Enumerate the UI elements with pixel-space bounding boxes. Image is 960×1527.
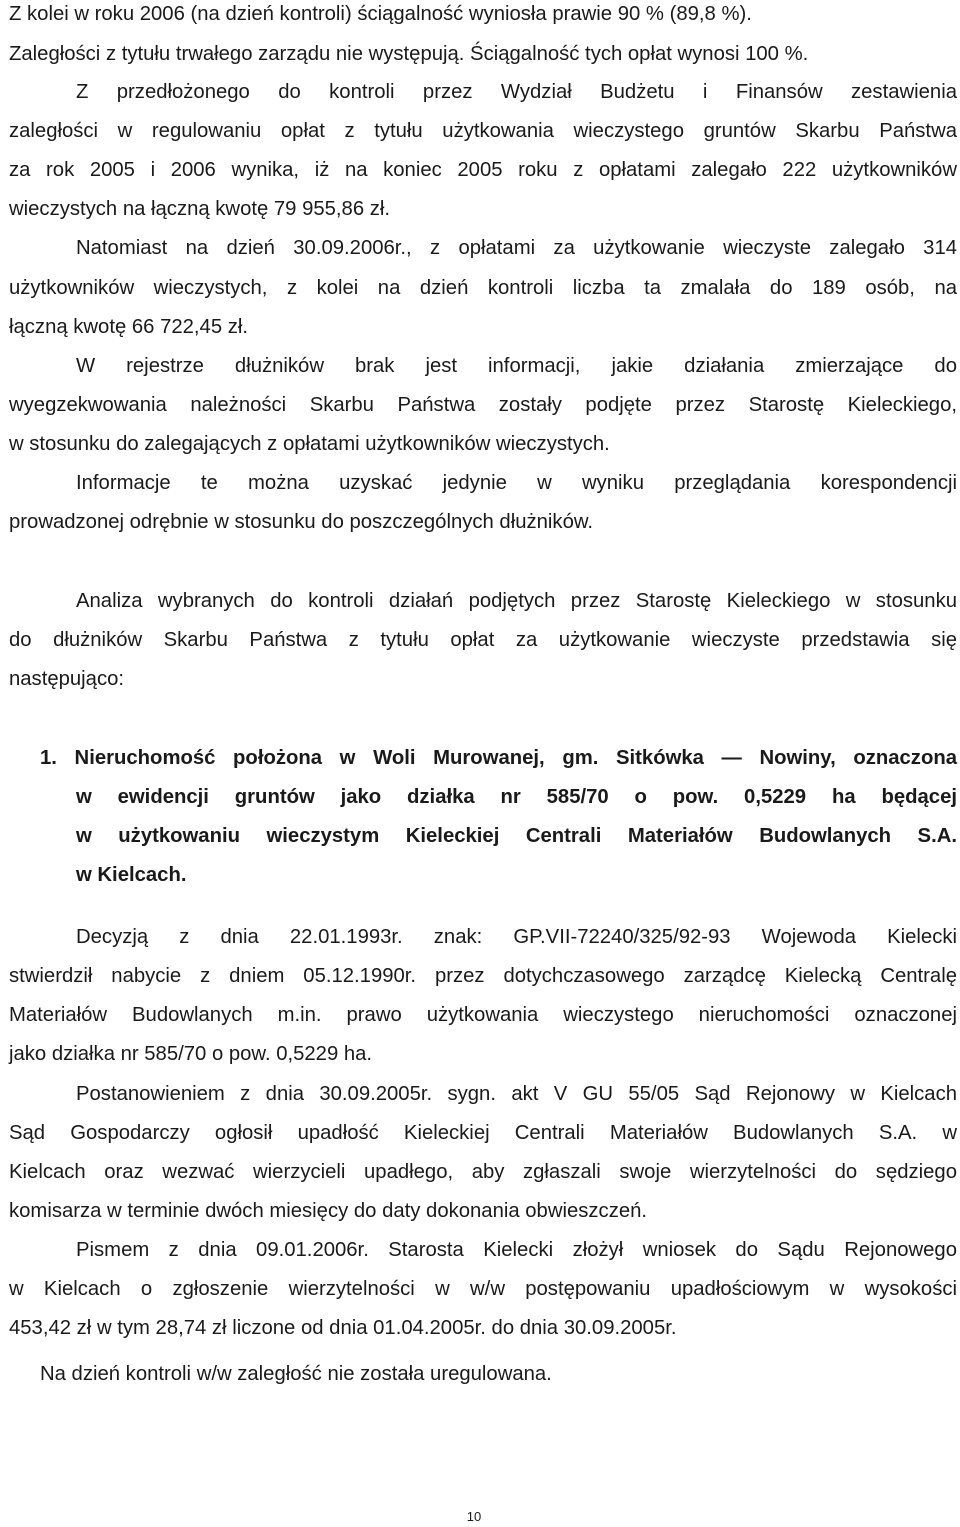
- text-line: następująco:: [9, 668, 125, 690]
- text-line: w Kielcach o zgłoszenie wierzytelności w w/w postępowaniu upadłościowym w wysokości: [9, 1278, 957, 1300]
- text-line: Na dzień kontroli w/w zaległość nie została uregulowana.: [40, 1363, 552, 1385]
- text-line: 453,42 zł w tym 28,74 zł liczone od dnia 01.04.2005r. do dnia 30.09.2005r.: [9, 1317, 677, 1339]
- text-line: Pismem z dnia 09.01.2006r. Starosta Kielecki złożył wniosek do Sądu Rejonowego: [76, 1239, 957, 1261]
- section-heading: w ewidencji gruntów jako działka nr 585/70 o pow. 0,5229 ha będącej: [76, 786, 957, 808]
- text-line: zaległości w regulowaniu opłat z tytułu użytkowania wieczystego gruntów Skarbu Państwa: [9, 120, 957, 142]
- text-line: W rejestrze dłużników brak jest informacji, jakie działania zmierzające do: [76, 355, 957, 377]
- section-heading: 1. Nieruchomość położona w Woli Murowanej, gm. Sitkówka — Nowiny, oznaczona: [40, 747, 957, 769]
- text-line: Natomiast na dzień 30.09.2006r., z opłatami za użytkowanie wieczyste zalegało 314: [76, 237, 957, 259]
- text-line: wyegzekwowania należności Skarbu Państwa zostały podjęte przez Starostę Kieleckiego,: [9, 394, 957, 416]
- text-line: Sąd Gospodarczy ogłosił upadłość Kieleckiej Centrali Materiałów Budowlanych S.A. w: [9, 1122, 957, 1144]
- text-line: do dłużników Skarbu Państwa z tytułu opłat za użytkowanie wieczyste przedstawia się: [9, 629, 957, 651]
- text-line: Decyzją z dnia 22.01.1993r. znak: GP.VII-72240/325/92-93 Wojewoda Kielecki: [76, 926, 957, 948]
- text-line: prowadzonej odrębnie w stosunku do poszczególnych dłużników.: [9, 511, 594, 533]
- text-line: Z kolei w roku 2006 (na dzień kontroli) ściągalność wyniosła prawie 90 % (89,8 %).: [9, 3, 752, 25]
- text-line: Informacje te można uzyskać jedynie w wyniku przeglądania korespondencji: [76, 472, 957, 494]
- text-line: stwierdził nabycie z dniem 05.12.1990r. przez dotychczasowego zarządcę Kielecką Centralę: [9, 965, 957, 987]
- text-line: komisarza w terminie dwóch miesięcy do daty dokonania obwieszczeń.: [9, 1200, 648, 1222]
- page-number: 10: [466, 1509, 482, 1524]
- text-line: Postanowieniem z dnia 30.09.2005r. sygn. akt V GU 55/05 Sąd Rejonowy w Kielcach: [76, 1083, 957, 1105]
- text-line: Z przedłożonego do kontroli przez Wydział Budżetu i Finansów zestawienia: [76, 81, 957, 103]
- text-line: Materiałów Budowlanych m.in. prawo użytkowania wieczystego nieruchomości oznaczonej: [9, 1004, 957, 1026]
- section-heading: w użytkowaniu wieczystym Kieleckiej Centrali Materiałów Budowlanych S.A.: [76, 825, 957, 847]
- text-line: użytkowników wieczystych, z kolei na dzień kontroli liczba ta zmalała do 189 osób, na: [9, 277, 957, 299]
- section-heading: w Kielcach.: [76, 864, 187, 886]
- text-line: wieczystych na łączną kwotę 79 955,86 zł.: [9, 198, 391, 220]
- text-line: Zaległości z tytułu trwałego zarządu nie występują. Ściągalność tych opłat wynosi 100 %.: [9, 43, 809, 65]
- text-line: Kielcach oraz wezwać wierzycieli upadłego, aby zgłaszali swoje wierzytelności do sędziego: [9, 1161, 957, 1183]
- text-line: za rok 2005 i 2006 wynika, iż na koniec 2005 roku z opłatami zalegało 222 użytkowników: [9, 159, 957, 181]
- text-line: w stosunku do zalegających z opłatami użytkowników wieczystych.: [9, 433, 610, 455]
- text-line: Analiza wybranych do kontroli działań podjętych przez Starostę Kieleckiego w stosunku: [76, 590, 957, 612]
- text-line: jako działka nr 585/70 o pow. 0,5229 ha.: [9, 1043, 373, 1065]
- text-line: łączną kwotę 66 722,45 zł.: [9, 316, 249, 338]
